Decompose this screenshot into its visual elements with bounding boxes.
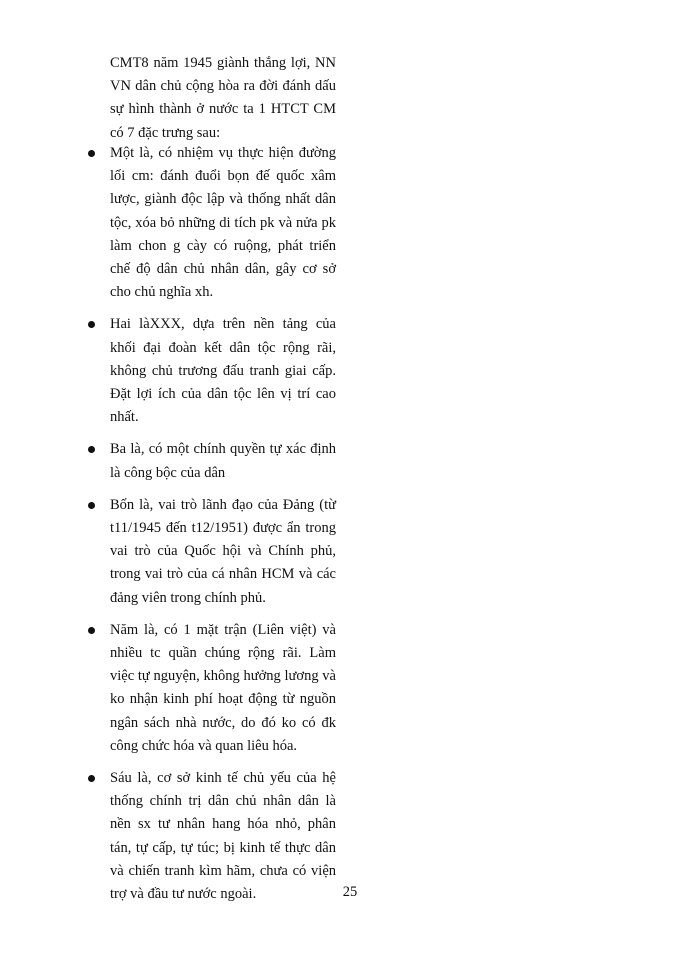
list-item	[0, 142, 700, 304]
list-item-text: Bốn là, vai trò lãnh đạo của Đảng (từ t11/1945 đến t12/1951) được ẩn trong vai trò của Quốc hội và Chính phủ, trong vai trò của cá nhân HCM và các đảng viên trong chính phủ.	[110, 496, 336, 606]
bullet-icon	[88, 446, 95, 453]
list-item-text: Sáu là, cơ sở kinh tế chủ yếu của hệ thống chính trị dân chủ nhân dân là nền sx tư nhân hang hóa nhỏ, phân tán, tự cấp, tự túc; bị kinh tế thực dân và chiến tranh kìm hãm, chưa có viện trợ và đầu tư nước ngoài.	[110, 770, 336, 903]
bullet-icon	[88, 627, 95, 634]
bullet-icon	[88, 775, 95, 782]
list-item-text: Một là, có nhiệm vụ thực hiện đường lối cm: đánh đuổi bọn đế quốc xâm lược, giành độc lập và thống nhất dân tộc, xóa bỏ những di tích pk và nửa pk làm chon g cày có ruộng, phát triển chế độ dân chủ nhân dân, gây cơ sở cho chủ nghĩa xh.	[110, 145, 336, 301]
page-number: 25	[342, 884, 358, 900]
list-item	[0, 619, 700, 758]
list-item	[0, 494, 700, 610]
list-item	[0, 313, 700, 429]
list-item-text: Năm là, có 1 mặt trận (Liên việt) và nhiều tc quần chúng rộng rãi. Làm việc tự nguyện, không hưởng lương và ko nhận kinh phí hoạt động từ nguồn ngân sách nhà nước, do đó ko có đk công chức hóa và quan liêu hóa.	[110, 621, 336, 754]
list-item	[0, 438, 700, 484]
list-item-text: Ba là, có một chính quyền tự xác định là công bộc của dân	[110, 441, 336, 481]
list-item-text: Hai làXXX, dựa trên nền tảng của khối đại đoàn kết dân tộc rộng rãi, không chủ trương đấu tranh giai cấp. Đặt lợi ích của dân tộc lên vị trí cao nhất.	[110, 316, 336, 426]
bullet-icon	[88, 321, 95, 328]
characteristics-list	[0, 142, 700, 915]
bullet-icon	[88, 150, 95, 157]
intro-paragraph: CMT8 năm 1945 giành thắng lợi, NN VN dân chủ cộng hòa ra đời đánh dấu sự hình thành ở nước ta 1 HTCT CM có 7 đặc trưng sau:	[110, 55, 336, 141]
bullet-icon	[88, 502, 95, 509]
